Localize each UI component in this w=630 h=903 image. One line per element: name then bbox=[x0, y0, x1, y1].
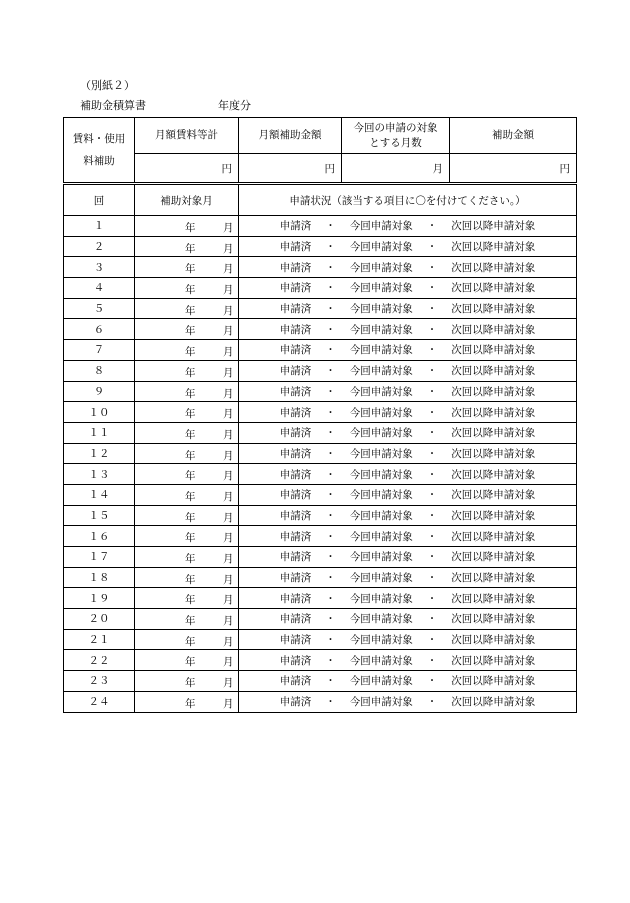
year-unit: 年 bbox=[185, 449, 196, 462]
month-unit: 月 bbox=[223, 573, 234, 586]
separator: ・ bbox=[426, 323, 438, 336]
status-options bbox=[239, 464, 577, 485]
month-unit: 月 bbox=[223, 428, 234, 441]
header-months-count: 今回の申請の対象 とする月数 bbox=[342, 118, 450, 154]
header-monthly-rent-total: 月額賃料等計 bbox=[135, 118, 239, 154]
separator: ・ bbox=[325, 303, 336, 316]
status-options bbox=[239, 671, 577, 692]
month-unit: 月 bbox=[223, 304, 234, 317]
status-applied[interactable]: 申請済 bbox=[279, 303, 312, 316]
year-unit: 年 bbox=[185, 263, 196, 276]
separator: ・ bbox=[426, 365, 438, 378]
target-month-field[interactable] bbox=[135, 650, 239, 671]
monthly-subsidy-field[interactable]: 円 bbox=[239, 154, 342, 183]
month-unit: 月 bbox=[223, 263, 234, 276]
month-unit: 月 bbox=[223, 346, 234, 359]
status-current[interactable]: 今回申請対象 bbox=[349, 592, 413, 605]
status-options bbox=[239, 629, 577, 650]
table-row bbox=[64, 298, 577, 319]
target-month-field[interactable] bbox=[135, 278, 239, 299]
status-current[interactable]: 今回申請対象 bbox=[349, 696, 413, 709]
separator: ・ bbox=[426, 468, 438, 481]
separator: ・ bbox=[426, 427, 438, 440]
round-number: １１ bbox=[64, 422, 135, 443]
status-applied[interactable]: 申請済 bbox=[279, 572, 312, 585]
month-unit: 月 bbox=[223, 697, 234, 710]
status-options bbox=[239, 278, 577, 299]
status-options bbox=[239, 422, 577, 443]
round-number: ６ bbox=[64, 319, 135, 340]
table-row bbox=[64, 629, 577, 650]
month-unit: 月 bbox=[223, 635, 234, 648]
status-next[interactable]: 次回以降申請対象 bbox=[451, 344, 536, 357]
round-number: １５ bbox=[64, 505, 135, 526]
target-month-field[interactable] bbox=[135, 340, 239, 361]
status-current[interactable]: 今回申請対象 bbox=[349, 427, 413, 440]
table-row bbox=[64, 650, 577, 671]
month-unit: 月 bbox=[223, 656, 234, 669]
summary-row-label: 賃料・使用 料補助 bbox=[64, 118, 135, 183]
separator: ・ bbox=[325, 592, 336, 605]
status-applied[interactable]: 申請済 bbox=[279, 344, 312, 357]
separator: ・ bbox=[325, 675, 336, 688]
separator: ・ bbox=[325, 385, 336, 398]
year-unit: 年 bbox=[185, 470, 196, 483]
separator: ・ bbox=[426, 696, 438, 709]
status-current[interactable]: 今回申請対象 bbox=[349, 654, 413, 667]
year-unit: 年 bbox=[185, 615, 196, 628]
separator: ・ bbox=[426, 509, 438, 522]
table-row bbox=[64, 547, 577, 568]
target-month-field[interactable] bbox=[135, 236, 239, 257]
round-number: １０ bbox=[64, 402, 135, 423]
separator: ・ bbox=[325, 427, 336, 440]
target-month-field[interactable] bbox=[135, 381, 239, 402]
status-current[interactable]: 今回申請対象 bbox=[349, 261, 413, 274]
table-row bbox=[64, 464, 577, 485]
year-unit: 年 bbox=[185, 325, 196, 338]
year-unit: 年 bbox=[185, 284, 196, 297]
status-current[interactable]: 今回申請対象 bbox=[349, 344, 413, 357]
target-month-field[interactable] bbox=[135, 567, 239, 588]
target-month-field[interactable] bbox=[135, 464, 239, 485]
target-month-field[interactable] bbox=[135, 629, 239, 650]
table-row bbox=[64, 319, 577, 340]
separator: ・ bbox=[426, 261, 438, 274]
separator: ・ bbox=[426, 530, 438, 543]
table-row bbox=[64, 484, 577, 505]
status-current[interactable]: 今回申請対象 bbox=[349, 551, 413, 564]
month-unit: 月 bbox=[223, 677, 234, 690]
year-unit: 年 bbox=[185, 346, 196, 359]
table-row bbox=[64, 278, 577, 299]
status-current[interactable]: 今回申請対象 bbox=[349, 634, 413, 647]
status-options bbox=[239, 443, 577, 464]
month-unit: 月 bbox=[223, 366, 234, 379]
table-row bbox=[64, 216, 577, 237]
status-current[interactable]: 今回申請対象 bbox=[349, 613, 413, 626]
status-next[interactable]: 次回以降申請対象 bbox=[451, 303, 536, 316]
status-current[interactable]: 今回申請対象 bbox=[349, 385, 413, 398]
target-month-field[interactable] bbox=[135, 547, 239, 568]
status-applied[interactable]: 申請済 bbox=[279, 696, 312, 709]
status-applied[interactable]: 申請済 bbox=[279, 282, 312, 295]
target-month-field[interactable] bbox=[135, 443, 239, 464]
status-applied[interactable]: 申請済 bbox=[279, 551, 312, 564]
year-unit: 年 bbox=[185, 635, 196, 648]
separator: ・ bbox=[426, 241, 438, 254]
status-next[interactable]: 次回以降申請対象 bbox=[451, 634, 536, 647]
year-unit: 年 bbox=[185, 242, 196, 255]
status-options bbox=[239, 547, 577, 568]
target-month-field[interactable] bbox=[135, 671, 239, 692]
separator: ・ bbox=[325, 613, 336, 626]
status-current[interactable]: 今回申請対象 bbox=[349, 509, 413, 522]
status-next[interactable]: 次回以降申請対象 bbox=[451, 406, 536, 419]
status-next[interactable]: 次回以降申請対象 bbox=[451, 530, 536, 543]
round-number: １９ bbox=[64, 588, 135, 609]
month-unit: 月 bbox=[223, 490, 234, 503]
separator: ・ bbox=[325, 551, 336, 564]
month-unit: 月 bbox=[223, 222, 234, 234]
status-options bbox=[239, 484, 577, 505]
round-number: ２４ bbox=[64, 691, 135, 712]
year-unit: 年 bbox=[185, 532, 196, 545]
round-number: ２３ bbox=[64, 671, 135, 692]
table-row bbox=[64, 567, 577, 588]
month-unit: 月 bbox=[223, 387, 234, 400]
separator: ・ bbox=[325, 696, 336, 709]
target-month-field[interactable] bbox=[135, 402, 239, 423]
status-next[interactable]: 次回以降申請対象 bbox=[451, 489, 536, 502]
table-row bbox=[64, 422, 577, 443]
status-options bbox=[239, 505, 577, 526]
status-options bbox=[239, 691, 577, 712]
status-current[interactable]: 今回申請対象 bbox=[349, 365, 413, 378]
status-next[interactable]: 次回以降申請対象 bbox=[451, 675, 536, 688]
status-options bbox=[239, 650, 577, 671]
separator: ・ bbox=[426, 344, 438, 357]
table-row bbox=[64, 609, 577, 630]
separator: ・ bbox=[325, 509, 336, 522]
month-unit: 月 bbox=[223, 470, 234, 483]
target-month-field[interactable] bbox=[135, 588, 239, 609]
separator: ・ bbox=[325, 634, 336, 647]
status-next[interactable]: 次回以降申請対象 bbox=[451, 468, 536, 481]
status-options bbox=[239, 588, 577, 609]
detail-table bbox=[63, 184, 577, 713]
status-current[interactable]: 今回申請対象 bbox=[349, 489, 413, 502]
round-number: ３ bbox=[64, 257, 135, 278]
status-applied[interactable]: 申請済 bbox=[279, 447, 312, 460]
status-next[interactable]: 次回以降申請対象 bbox=[451, 365, 536, 378]
separator: ・ bbox=[325, 344, 336, 357]
table-row bbox=[64, 402, 577, 423]
status-applied[interactable]: 申請済 bbox=[279, 365, 312, 378]
month-unit: 月 bbox=[223, 553, 234, 565]
header-target-month: 補助対象月 bbox=[135, 185, 239, 216]
status-current[interactable]: 今回申請対象 bbox=[349, 241, 413, 254]
status-applied[interactable]: 申請済 bbox=[279, 323, 312, 336]
status-next[interactable]: 次回以降申請対象 bbox=[451, 551, 536, 564]
table-row bbox=[64, 381, 577, 402]
month-unit: 月 bbox=[223, 284, 234, 297]
status-applied[interactable]: 申請済 bbox=[279, 634, 312, 647]
status-next[interactable]: 次回以降申請対象 bbox=[451, 261, 536, 274]
round-number: ９ bbox=[64, 381, 135, 402]
status-current[interactable]: 今回申請対象 bbox=[349, 447, 413, 460]
year-unit: 年 bbox=[185, 697, 196, 710]
fiscal-year-label: 年度分 bbox=[218, 99, 251, 112]
status-next[interactable]: 次回以降申請対象 bbox=[451, 241, 536, 254]
status-current[interactable]: 今回申請対象 bbox=[349, 323, 413, 336]
header-subsidy-amount: 補助金額 bbox=[450, 118, 577, 154]
status-applied[interactable]: 申請済 bbox=[279, 654, 312, 667]
round-number: ８ bbox=[64, 360, 135, 381]
status-options bbox=[239, 216, 577, 237]
table-row bbox=[64, 671, 577, 692]
target-month-field[interactable] bbox=[135, 257, 239, 278]
status-applied[interactable]: 申請済 bbox=[279, 509, 312, 522]
year-unit: 年 bbox=[185, 304, 196, 317]
month-unit: 月 bbox=[223, 408, 234, 421]
status-options bbox=[239, 257, 577, 278]
table-row bbox=[64, 360, 577, 381]
separator: ・ bbox=[325, 282, 336, 295]
year-unit: 年 bbox=[185, 428, 196, 441]
months-count-field[interactable]: 月 bbox=[342, 154, 450, 183]
round-number: １２ bbox=[64, 443, 135, 464]
separator: ・ bbox=[325, 572, 336, 585]
status-options bbox=[239, 402, 577, 423]
separator: ・ bbox=[325, 489, 336, 502]
target-month-field[interactable] bbox=[135, 505, 239, 526]
separator: ・ bbox=[325, 530, 336, 543]
target-month-field[interactable] bbox=[135, 526, 239, 547]
separator: ・ bbox=[426, 654, 438, 667]
status-next[interactable]: 次回以降申請対象 bbox=[451, 323, 536, 336]
status-applied[interactable]: 申請済 bbox=[279, 592, 312, 605]
separator: ・ bbox=[325, 241, 336, 254]
round-number: ２０ bbox=[64, 609, 135, 630]
separator: ・ bbox=[426, 675, 438, 688]
status-options bbox=[239, 298, 577, 319]
separator: ・ bbox=[426, 303, 438, 316]
round-number: ５ bbox=[64, 298, 135, 319]
target-month-field[interactable] bbox=[135, 484, 239, 505]
round-number: １８ bbox=[64, 567, 135, 588]
status-applied[interactable]: 申請済 bbox=[279, 530, 312, 543]
status-current[interactable]: 今回申請対象 bbox=[349, 468, 413, 481]
table-row bbox=[64, 505, 577, 526]
year-unit: 年 bbox=[185, 387, 196, 400]
round-number: １３ bbox=[64, 464, 135, 485]
target-month-field[interactable] bbox=[135, 319, 239, 340]
header-status: 申請状況（該当する項目に〇を付けてください。） bbox=[239, 185, 577, 216]
month-unit: 月 bbox=[223, 532, 234, 545]
header-monthly-subsidy: 月額補助金額 bbox=[239, 118, 342, 154]
year-unit: 年 bbox=[185, 656, 196, 669]
summary-table bbox=[63, 117, 577, 183]
year-unit: 年 bbox=[185, 573, 196, 586]
separator: ・ bbox=[325, 220, 336, 233]
month-unit: 月 bbox=[223, 511, 234, 524]
round-number: １４ bbox=[64, 484, 135, 505]
year-unit: 年 bbox=[185, 366, 196, 379]
year-unit: 年 bbox=[185, 511, 196, 524]
monthly-rent-total-field[interactable]: 円 bbox=[135, 154, 239, 183]
separator: ・ bbox=[426, 634, 438, 647]
separator: ・ bbox=[426, 572, 438, 585]
status-current[interactable]: 今回申請対象 bbox=[349, 220, 413, 233]
status-current[interactable]: 今回申請対象 bbox=[349, 530, 413, 543]
status-current[interactable]: 今回申請対象 bbox=[349, 282, 413, 295]
separator: ・ bbox=[426, 551, 438, 564]
status-next[interactable]: 次回以降申請対象 bbox=[451, 385, 536, 398]
month-unit: 月 bbox=[223, 615, 234, 628]
separator: ・ bbox=[325, 654, 336, 667]
status-next[interactable]: 次回以降申請対象 bbox=[451, 654, 536, 667]
status-applied[interactable]: 申請済 bbox=[279, 385, 312, 398]
round-number: ２１ bbox=[64, 629, 135, 650]
subsidy-amount-field[interactable]: 円 bbox=[450, 154, 577, 183]
month-unit: 月 bbox=[223, 325, 234, 338]
target-month-field[interactable] bbox=[135, 422, 239, 443]
round-number: ２ bbox=[64, 236, 135, 257]
document-title: 補助金積算書 bbox=[80, 99, 146, 112]
status-applied[interactable]: 申請済 bbox=[279, 241, 312, 254]
separator: ・ bbox=[426, 447, 438, 460]
status-applied[interactable]: 申請済 bbox=[279, 675, 312, 688]
status-next[interactable]: 次回以降申請対象 bbox=[451, 509, 536, 522]
month-unit: 月 bbox=[223, 242, 234, 255]
attachment-label: （別紙２） bbox=[80, 79, 135, 92]
separator: ・ bbox=[325, 261, 336, 274]
status-next[interactable]: 次回以降申請対象 bbox=[451, 613, 536, 626]
table-row bbox=[64, 236, 577, 257]
table-row bbox=[64, 691, 577, 712]
status-applied[interactable]: 申請済 bbox=[279, 613, 312, 626]
separator: ・ bbox=[426, 592, 438, 605]
target-month-field[interactable] bbox=[135, 216, 239, 237]
status-next[interactable]: 次回以降申請対象 bbox=[451, 427, 536, 440]
year-unit: 年 bbox=[185, 222, 196, 234]
separator: ・ bbox=[325, 323, 336, 336]
round-number: ７ bbox=[64, 340, 135, 361]
status-options bbox=[239, 381, 577, 402]
status-options bbox=[239, 360, 577, 381]
table-row bbox=[64, 257, 577, 278]
separator: ・ bbox=[426, 613, 438, 626]
separator: ・ bbox=[325, 365, 336, 378]
status-current[interactable]: 今回申請対象 bbox=[349, 675, 413, 688]
year-unit: 年 bbox=[185, 594, 196, 607]
separator: ・ bbox=[426, 385, 438, 398]
table-row bbox=[64, 526, 577, 547]
status-options bbox=[239, 319, 577, 340]
year-unit: 年 bbox=[185, 553, 196, 565]
status-options bbox=[239, 236, 577, 257]
round-number: ２２ bbox=[64, 650, 135, 671]
year-unit: 年 bbox=[185, 490, 196, 503]
status-applied[interactable]: 申請済 bbox=[279, 468, 312, 481]
separator: ・ bbox=[325, 468, 336, 481]
separator: ・ bbox=[426, 282, 438, 295]
status-next[interactable]: 次回以降申請対象 bbox=[451, 696, 536, 709]
status-next[interactable]: 次回以降申請対象 bbox=[451, 220, 536, 233]
round-number: ４ bbox=[64, 278, 135, 299]
status-options bbox=[239, 567, 577, 588]
target-month-field[interactable] bbox=[135, 609, 239, 630]
table-row bbox=[64, 340, 577, 361]
status-next[interactable]: 次回以降申請対象 bbox=[451, 572, 536, 585]
status-options bbox=[239, 526, 577, 547]
status-applied[interactable]: 申請済 bbox=[279, 406, 312, 419]
status-applied[interactable]: 申請済 bbox=[279, 489, 312, 502]
status-applied[interactable]: 申請済 bbox=[279, 220, 312, 233]
status-current[interactable]: 今回申請対象 bbox=[349, 572, 413, 585]
year-unit: 年 bbox=[185, 677, 196, 690]
status-next[interactable]: 次回以降申請対象 bbox=[451, 447, 536, 460]
separator: ・ bbox=[426, 406, 438, 419]
status-options bbox=[239, 609, 577, 630]
separator: ・ bbox=[426, 220, 438, 233]
separator: ・ bbox=[325, 406, 336, 419]
status-next[interactable]: 次回以降申請対象 bbox=[451, 592, 536, 605]
separator: ・ bbox=[426, 489, 438, 502]
status-current[interactable]: 今回申請対象 bbox=[349, 406, 413, 419]
round-number: １ bbox=[64, 216, 135, 237]
target-month-field[interactable] bbox=[135, 360, 239, 381]
month-unit: 月 bbox=[223, 594, 234, 607]
status-next[interactable]: 次回以降申請対象 bbox=[451, 282, 536, 295]
target-month-field[interactable] bbox=[135, 691, 239, 712]
status-options bbox=[239, 340, 577, 361]
round-number: １６ bbox=[64, 526, 135, 547]
status-current[interactable]: 今回申請対象 bbox=[349, 303, 413, 316]
separator: ・ bbox=[325, 447, 336, 460]
table-row bbox=[64, 443, 577, 464]
header-round: 回 bbox=[64, 185, 135, 216]
status-applied[interactable]: 申請済 bbox=[279, 261, 312, 274]
year-unit: 年 bbox=[185, 408, 196, 421]
round-number: １７ bbox=[64, 547, 135, 568]
table-row bbox=[64, 588, 577, 609]
target-month-field[interactable] bbox=[135, 298, 239, 319]
month-unit: 月 bbox=[223, 449, 234, 462]
status-applied[interactable]: 申請済 bbox=[279, 427, 312, 440]
